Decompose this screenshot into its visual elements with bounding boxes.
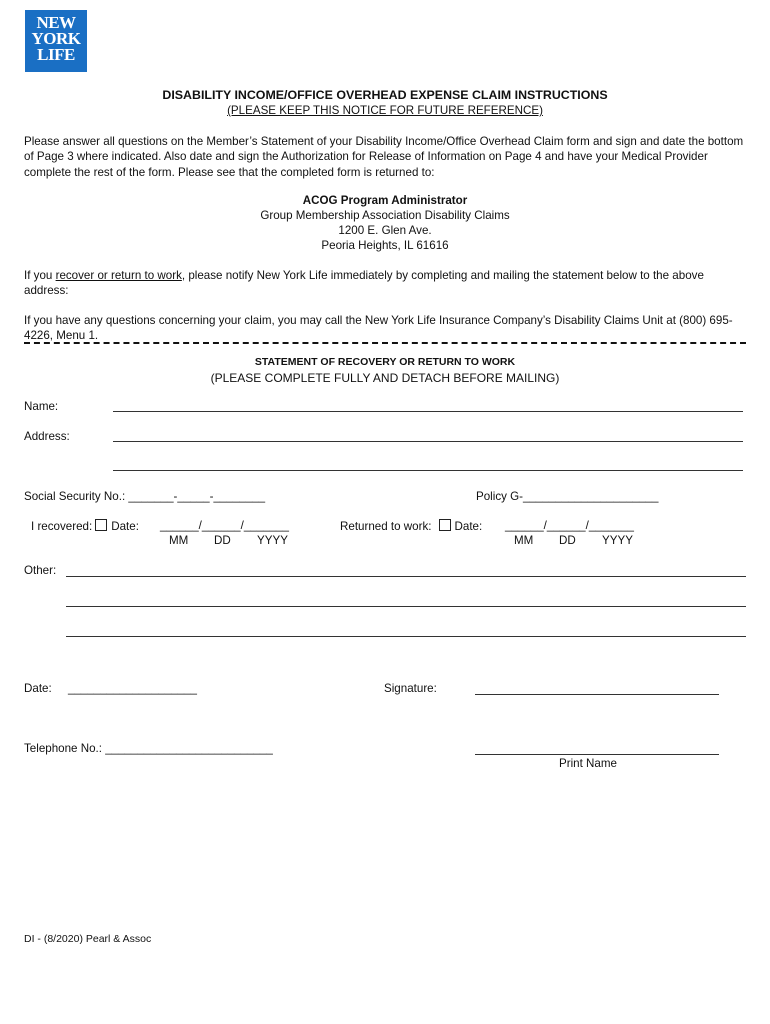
other-label: Other: <box>24 564 57 577</box>
returned-checkbox[interactable] <box>439 519 451 531</box>
notice-underlined: recover or return to work <box>55 269 182 282</box>
address-field-line1[interactable] <box>113 441 743 442</box>
address-field-line2[interactable] <box>113 470 743 471</box>
intro-paragraph: Please answer all questions on the Member’s Statement of your Disability Income/Office Overhead Claim form and sign and date the bottom of Page 3 where indicated. Also date and sign the Authorization for Release of Information on Page 4 and have your Medical Provider complete the rest of the form. Please see that the completed form is returned to: <box>24 135 744 179</box>
recovered-date-field[interactable]: ______/______/_______ <box>160 519 289 532</box>
notice-paragraph: If you recover or return to work, please notify New York Life immediately by completing and mailing the statement below to the above address: <box>24 269 704 298</box>
returned-row: Returned to work: Date: <box>340 520 483 533</box>
other-field-line2[interactable] <box>66 606 746 607</box>
detach-line <box>24 342 746 349</box>
address-line3: Peoria Heights, IL 61616 <box>321 239 449 252</box>
print-name-field[interactable] <box>475 754 719 755</box>
returned-dd-label: DD <box>559 534 576 547</box>
new-york-life-logo: NEW YORK LIFE <box>25 10 87 72</box>
print-name-label: Print Name <box>559 757 617 770</box>
recovered-row: I recovered: Date: <box>31 520 139 533</box>
name-label: Name: <box>24 400 59 413</box>
statement-subtitle: (PLEASE COMPLETE FULLY AND DETACH BEFORE MAILING) <box>210 371 560 385</box>
date-field[interactable]: ____________________ <box>68 682 197 695</box>
footer-code: DI - (8/2020) Pearl & Assoc <box>24 933 152 945</box>
telephone-field[interactable]: Telephone No.: __________________________ <box>24 742 273 755</box>
policy-field[interactable]: Policy G-_____________________ <box>476 490 659 503</box>
recovered-mm-label: MM <box>169 534 189 547</box>
returned-yyyy-label: YYYY <box>602 534 633 547</box>
address-label: Address: <box>24 430 70 443</box>
statement-title: STATEMENT OF RECOVERY OR RETURN TO WORK <box>254 356 516 368</box>
ssn-field[interactable]: Social Security No.: _______-_____-________ <box>24 490 266 503</box>
document-title: DISABILITY INCOME/OFFICE OVERHEAD EXPENSE CLAIM INSTRUCTIONS <box>162 88 608 102</box>
signature-label: Signature: <box>384 682 437 695</box>
document-subtitle: (PLEASE KEEP THIS NOTICE FOR FUTURE REFERENCE) <box>227 104 543 117</box>
address-name: ACOG Program Administrator <box>302 194 468 207</box>
returned-mm-label: MM <box>514 534 534 547</box>
questions-paragraph: If you have any questions concerning your claim, you may call the New York Life Insurance Company’s Disability Claims Unit at (800) 695-4226, Menu 1. <box>24 314 733 343</box>
recovered-checkbox[interactable] <box>95 519 107 531</box>
other-field-line1[interactable] <box>66 576 746 577</box>
signature-field[interactable] <box>475 694 719 695</box>
name-field[interactable] <box>113 411 743 412</box>
date-label: Date: <box>24 682 52 695</box>
other-field-line3[interactable] <box>66 636 746 637</box>
address-line1: Group Membership Association Disability Claims <box>260 209 510 222</box>
returned-date-field[interactable]: ______/______/_______ <box>505 519 634 532</box>
recovered-yyyy-label: YYYY <box>257 534 288 547</box>
recovered-dd-label: DD <box>214 534 231 547</box>
address-line2: 1200 E. Glen Ave. <box>338 224 432 237</box>
